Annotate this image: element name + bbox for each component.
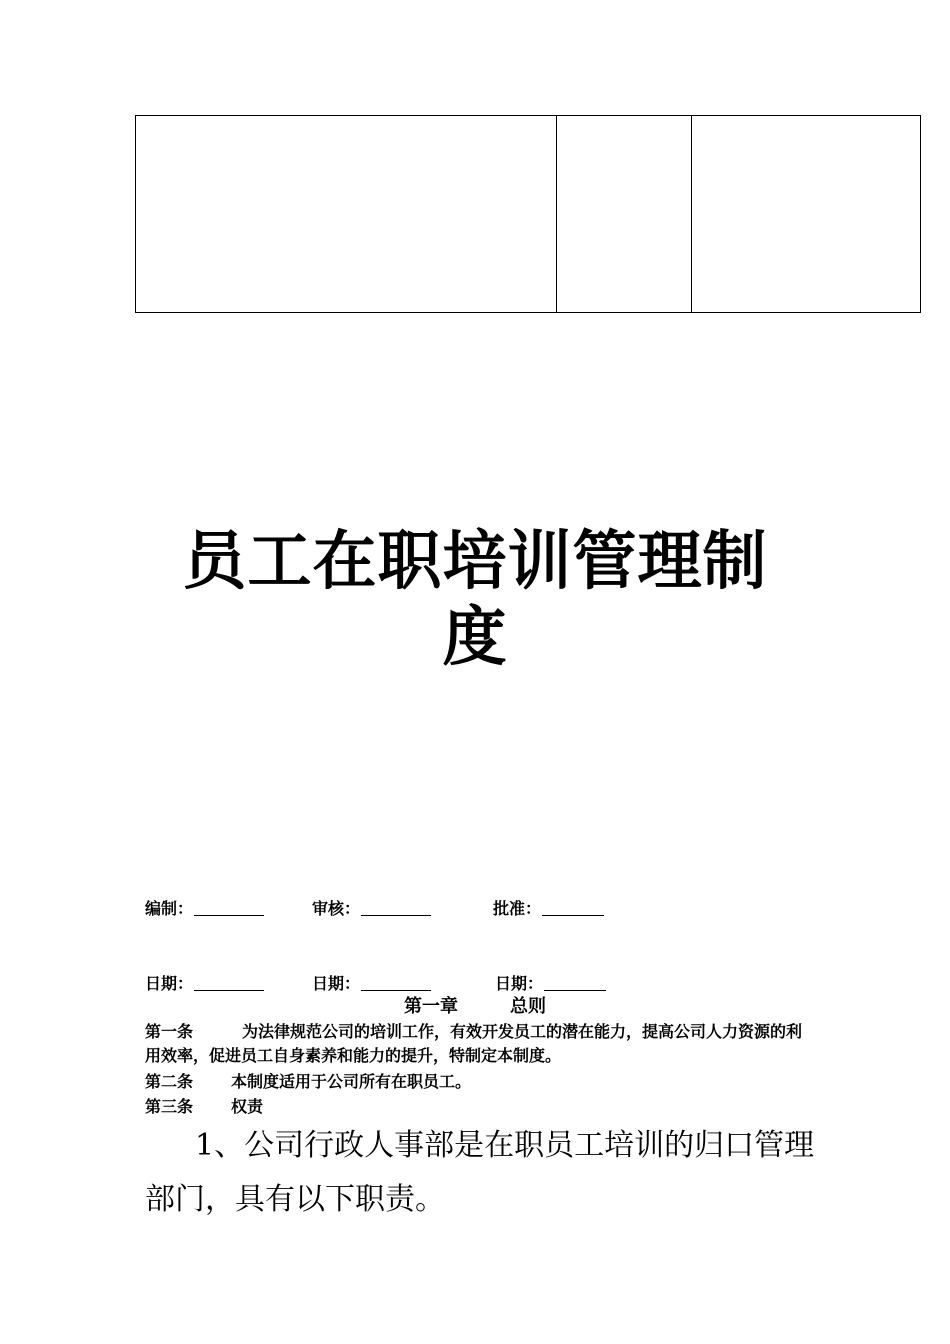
article-label: 第二条 xyxy=(145,1072,194,1091)
header-cell-2 xyxy=(557,116,692,313)
date-blank xyxy=(361,989,431,991)
article-2 xyxy=(145,1070,815,1094)
compiled-by: 编制： xyxy=(145,899,264,919)
header-cell-3 xyxy=(692,116,921,313)
article-text: 为法律规范公司的培训工作，有效开发员工的潜在能力，提高公司人力资源的利用效率，促进员工自身素养和能力的提升，特制定本制度。 xyxy=(145,1022,803,1065)
header-cell-1 xyxy=(136,116,557,313)
approved-by: 批准： xyxy=(493,899,604,919)
article-text: 本制度适用于公司所有在职员工。 xyxy=(231,1072,472,1091)
article-label: 第一条 xyxy=(145,1022,194,1041)
reviewed-date: 日期： xyxy=(312,974,431,994)
clause-1 xyxy=(145,1119,815,1227)
document-title: 员工在职培训管理制 xyxy=(182,524,768,599)
clause-text: 1、公司行政人事部是在职员工培训的归口管理部门，具有以下职责。 xyxy=(145,1128,815,1217)
signature-blank xyxy=(542,914,604,916)
date-blank xyxy=(544,989,606,991)
document-title-continued: 度 xyxy=(442,600,508,675)
header-table xyxy=(135,115,921,313)
signature-blank xyxy=(361,914,431,916)
reviewed-by: 审核： xyxy=(312,899,431,919)
signature-blank xyxy=(194,914,264,916)
article-label: 第三条 xyxy=(145,1097,194,1116)
article-text: 权责 xyxy=(231,1097,264,1116)
approved-date: 日期： xyxy=(495,974,606,994)
date-blank xyxy=(194,989,264,991)
compiled-date: 日期： xyxy=(145,974,264,994)
chapter-heading xyxy=(0,995,950,1019)
article-3 xyxy=(145,1095,815,1119)
chapter-number: 第一章 xyxy=(404,996,458,1017)
article-1 xyxy=(145,1020,815,1068)
chapter-name: 总则 xyxy=(510,996,546,1017)
